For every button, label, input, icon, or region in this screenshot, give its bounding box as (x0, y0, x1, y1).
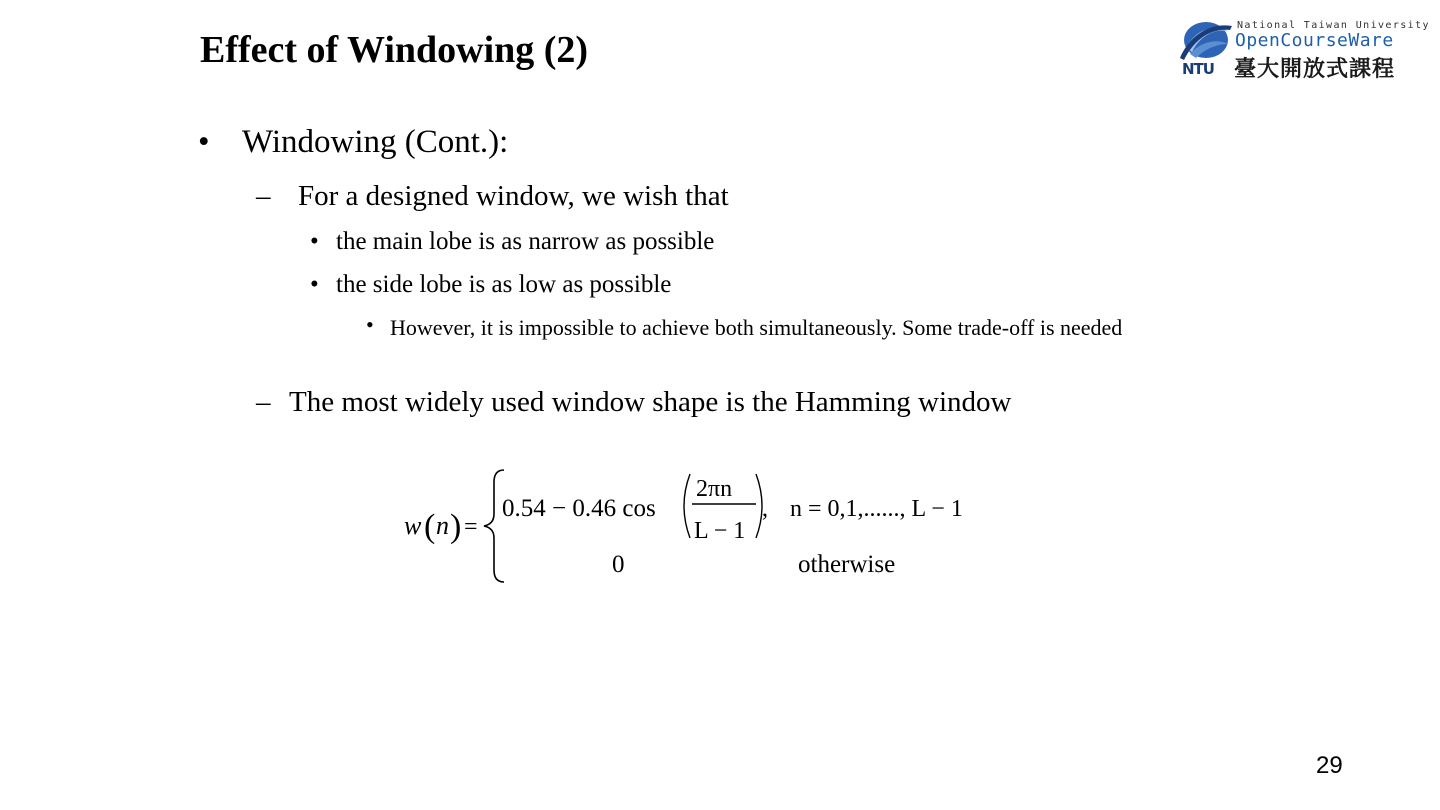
slide-title: Effect of Windowing (2) (200, 29, 589, 71)
subsubbullet-text: the side lobe is as low as possible (336, 271, 672, 298)
subbullet-text: For a designed window, we wish that (298, 180, 729, 212)
subsubbullet-text: the main lobe is as narrow as possible (336, 228, 715, 255)
dash-marker: – (256, 386, 271, 418)
ntu-opencourseware-logo (1172, 18, 1430, 82)
logo-mark: NTU (1182, 60, 1214, 78)
page-number: 29 (1316, 752, 1343, 779)
note-tradeoff (366, 312, 1186, 382)
subsubbullet-main-lobe (310, 228, 715, 256)
logo-chinese-name: 臺大開放式課程 (1234, 57, 1396, 82)
bullet-text: Windowing (Cont.): (242, 124, 509, 160)
bullet-marker: • (198, 124, 210, 160)
formula-fraction-numerator: 2πn (696, 476, 733, 502)
dash-marker: – (256, 180, 271, 212)
formula-paren-open: ( (424, 508, 436, 545)
formula-equals: = (464, 514, 478, 540)
logo-university-name: National Taiwan University (1237, 20, 1430, 31)
formula-big-paren-open (684, 474, 690, 538)
formula-left-brace (484, 470, 504, 582)
formula-n: n (436, 511, 449, 540)
subbullet-design-wish (256, 180, 729, 213)
formula-w: w (404, 511, 422, 540)
formula-fraction-denominator: L − 1 (694, 518, 746, 544)
formula-case2-condition: otherwise (798, 551, 896, 578)
note-text: However, it is impossible to achieve both simultaneously. Some trade-off is needed (390, 315, 1123, 340)
bullet-marker: • (310, 271, 319, 298)
logo-opencourseware: OpenCourseWare (1235, 30, 1394, 51)
formula-case2-value: 0 (612, 551, 625, 578)
formula-case1-expression: 0.54 − 0.46 cos (502, 495, 656, 522)
subbullet-hamming (256, 386, 1012, 419)
subbullet-text: The most widely used window shape is the Hamming window (289, 386, 1012, 418)
bullet-marker: • (366, 312, 374, 337)
formula-comma: , (762, 496, 768, 522)
formula-paren-close: ) (450, 508, 462, 545)
formula-case1-condition: n = 0,1,......, L − 1 (790, 496, 963, 522)
bullet-windowing (198, 124, 509, 161)
bullet-marker: • (310, 228, 319, 255)
hamming-formula (400, 466, 1020, 590)
subsubbullet-side-lobe (310, 271, 672, 299)
